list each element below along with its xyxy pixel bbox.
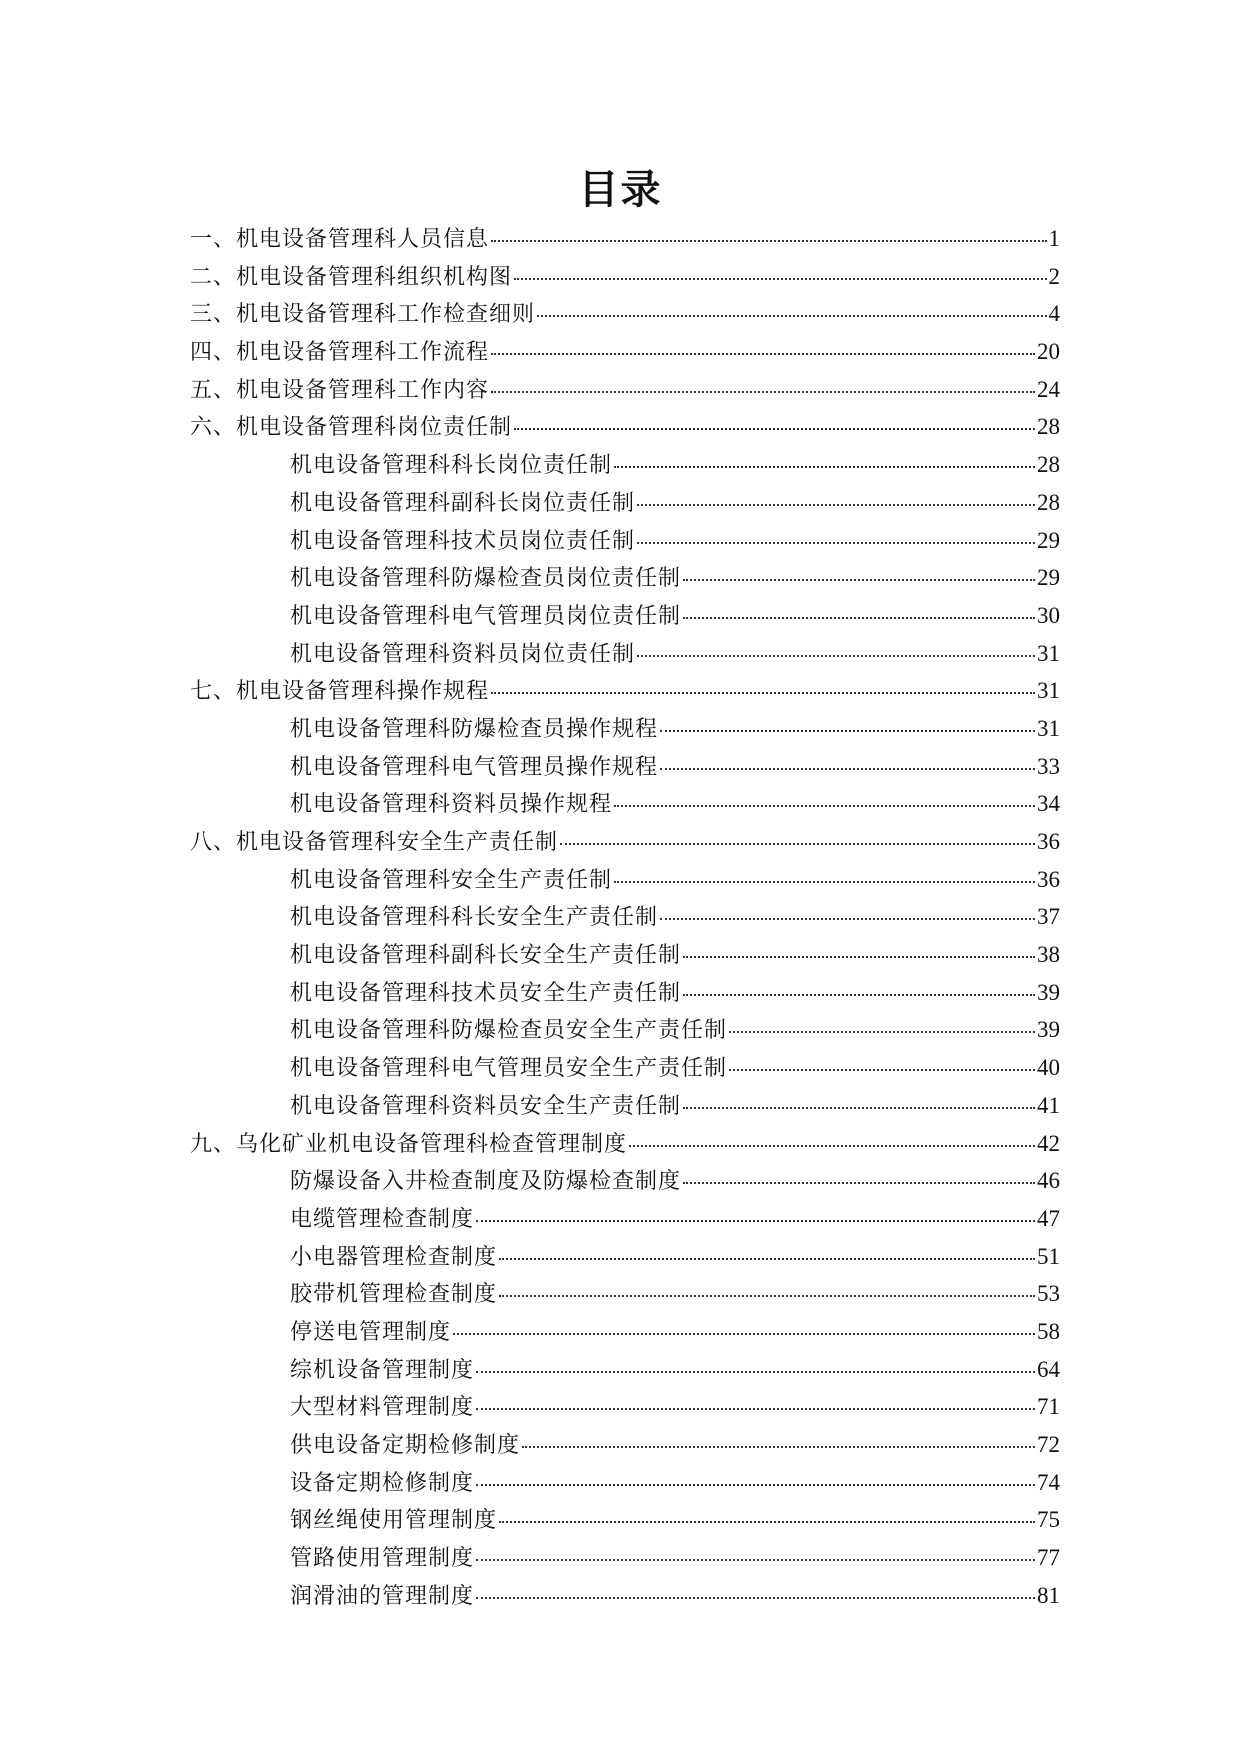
dot-leader — [514, 278, 1046, 280]
dot-leader — [491, 391, 1035, 393]
toc-entry-label: 一、机电设备管理科人员信息 — [190, 227, 490, 252]
toc-entry[interactable] — [190, 1353, 1060, 1391]
toc-entry[interactable] — [190, 448, 1060, 486]
toc-entry[interactable] — [190, 1089, 1060, 1127]
toc-entry[interactable] — [190, 712, 1060, 750]
toc-page-number: 28 — [1037, 489, 1060, 515]
table-of-contents — [190, 222, 1060, 1616]
dot-leader — [537, 315, 1046, 317]
toc-entry[interactable] — [190, 260, 1060, 298]
toc-entry[interactable] — [190, 1240, 1060, 1278]
toc-entry[interactable] — [190, 335, 1060, 373]
dot-leader — [476, 1559, 1035, 1561]
toc-entry[interactable] — [190, 222, 1060, 260]
toc-page-number: 31 — [1037, 640, 1060, 666]
toc-page-number: 39 — [1037, 1017, 1060, 1043]
dot-leader — [476, 1597, 1035, 1599]
toc-page-number: 31 — [1037, 715, 1060, 741]
toc-page-number: 46 — [1037, 1168, 1060, 1194]
dot-leader — [729, 1069, 1035, 1071]
toc-entry-label: 五、机电设备管理科工作内容 — [190, 377, 490, 403]
toc-entry-label: 机电设备管理科资料员安全生产责任制 — [290, 1093, 682, 1119]
dot-leader — [614, 805, 1035, 807]
toc-entry-label: 钢丝绳使用管理制度 — [290, 1508, 498, 1534]
toc-entry[interactable] — [190, 524, 1060, 562]
toc-entry-label: 管路使用管理制度 — [290, 1546, 475, 1572]
toc-page-number: 28 — [1037, 452, 1060, 478]
dot-leader — [476, 1371, 1035, 1373]
dot-leader — [514, 428, 1035, 430]
toc-entry-label: 小电器管理检查制度 — [290, 1244, 498, 1270]
toc-entry[interactable] — [190, 373, 1060, 411]
dot-leader — [637, 504, 1035, 506]
toc-entry-label: 设备定期检修制度 — [290, 1470, 475, 1496]
dot-leader — [614, 881, 1035, 883]
dot-leader — [637, 655, 1035, 657]
toc-page-number: 29 — [1037, 527, 1060, 553]
dot-leader — [683, 617, 1035, 619]
dot-leader — [499, 1258, 1035, 1260]
dot-leader — [660, 918, 1035, 920]
toc-page-number: 24 — [1037, 376, 1060, 402]
toc-entry-label: 机电设备管理科防爆检查员操作规程 — [290, 716, 659, 742]
toc-entry-label: 机电设备管理科副科长安全生产责任制 — [290, 943, 682, 969]
dot-leader — [660, 768, 1035, 770]
toc-entry-label: 综机设备管理制度 — [290, 1357, 475, 1383]
toc-entry-label: 机电设备管理科科长岗位责任制 — [290, 453, 613, 479]
dot-leader — [476, 1408, 1035, 1410]
toc-page-number: 41 — [1037, 1092, 1060, 1118]
toc-page-number: 77 — [1037, 1545, 1060, 1571]
toc-page-number: 29 — [1037, 565, 1060, 591]
dot-leader — [683, 1182, 1035, 1184]
toc-page-number: 33 — [1037, 753, 1060, 779]
dot-leader — [683, 994, 1035, 996]
toc-page-number: 4 — [1048, 301, 1060, 327]
toc-entry-label: 机电设备管理科安全生产责任制 — [290, 867, 613, 893]
toc-page-number: 64 — [1037, 1356, 1060, 1382]
toc-entry[interactable] — [190, 1315, 1060, 1353]
toc-page-number: 42 — [1037, 1130, 1060, 1156]
toc-page-number: 31 — [1037, 678, 1060, 704]
toc-page-number: 37 — [1037, 904, 1060, 930]
toc-page-number: 38 — [1037, 942, 1060, 968]
toc-entry[interactable] — [190, 1164, 1060, 1202]
toc-entry-label: 八、机电设备管理科安全生产责任制 — [190, 830, 559, 855]
toc-entry-label: 防爆设备入井检查制度及防爆检查制度 — [290, 1169, 682, 1195]
dot-leader — [560, 843, 1035, 845]
toc-entry[interactable] — [190, 297, 1060, 335]
dot-leader — [683, 579, 1035, 581]
toc-entry-label: 机电设备管理科技术员安全生产责任制 — [290, 980, 682, 1006]
toc-entry-label: 三、机电设备管理科工作检查细则 — [190, 302, 536, 328]
toc-entry[interactable] — [190, 976, 1060, 1014]
toc-entry[interactable] — [190, 1390, 1060, 1428]
toc-entry-label: 机电设备管理科防爆检查员岗位责任制 — [290, 566, 682, 592]
toc-page-number: 36 — [1037, 829, 1060, 854]
dot-leader — [660, 730, 1035, 732]
toc-page-number: 47 — [1037, 1205, 1060, 1231]
toc-page-number: 40 — [1037, 1055, 1060, 1081]
toc-entry-label: 机电设备管理科资料员操作规程 — [290, 792, 613, 818]
toc-entry[interactable] — [190, 750, 1060, 788]
dot-leader — [637, 542, 1035, 544]
dot-leader — [499, 1521, 1035, 1523]
toc-entry-label: 停送电管理制度 — [290, 1319, 452, 1345]
toc-entry-label: 电缆管理检查制度 — [290, 1206, 475, 1232]
dot-leader — [522, 1446, 1035, 1448]
toc-entry[interactable] — [190, 1013, 1060, 1051]
toc-entry[interactable] — [190, 787, 1060, 825]
dot-leader — [476, 1220, 1035, 1222]
toc-entry[interactable] — [190, 1127, 1060, 1165]
toc-entry-label: 胶带机管理检查制度 — [290, 1282, 498, 1308]
toc-entry-label: 四、机电设备管理科工作流程 — [190, 340, 490, 366]
toc-page-number: 30 — [1037, 602, 1060, 628]
dot-leader — [614, 466, 1035, 468]
toc-entry-label: 润滑油的管理制度 — [290, 1583, 475, 1609]
toc-entry[interactable] — [190, 599, 1060, 637]
toc-entry-label: 机电设备管理科电气管理员安全生产责任制 — [290, 1056, 728, 1082]
toc-entry-label: 机电设备管理科技术员岗位责任制 — [290, 528, 636, 554]
toc-entry-label: 机电设备管理科电气管理员操作规程 — [290, 754, 659, 780]
dot-leader — [729, 1031, 1035, 1033]
toc-entry-label: 机电设备管理科科长安全生产责任制 — [290, 905, 659, 931]
toc-entry-label: 机电设备管理科防爆检查员安全生产责任制 — [290, 1018, 728, 1044]
toc-entry-label: 七、机电设备管理科操作规程 — [190, 679, 490, 705]
toc-page-number: 58 — [1037, 1318, 1060, 1344]
toc-entry[interactable] — [190, 825, 1060, 863]
toc-page-number: 51 — [1037, 1243, 1060, 1269]
toc-entry[interactable] — [190, 410, 1060, 448]
toc-entry[interactable] — [190, 1277, 1060, 1315]
dot-leader — [453, 1333, 1035, 1335]
toc-entry-label: 机电设备管理科副科长岗位责任制 — [290, 490, 636, 516]
toc-page-number: 81 — [1037, 1582, 1060, 1608]
dot-leader — [499, 1295, 1035, 1297]
toc-page-number: 74 — [1037, 1469, 1060, 1495]
toc-entry[interactable] — [190, 1466, 1060, 1504]
toc-entry-label: 六、机电设备管理科岗位责任制 — [190, 415, 513, 441]
dot-leader — [491, 353, 1035, 355]
toc-page-number: 34 — [1037, 791, 1060, 817]
toc-entry[interactable] — [190, 1579, 1060, 1617]
toc-entry-label: 机电设备管理科电气管理员岗位责任制 — [290, 603, 682, 629]
toc-page-number: 72 — [1037, 1432, 1060, 1457]
toc-page-number: 28 — [1037, 414, 1060, 440]
toc-page-number: 53 — [1037, 1281, 1060, 1307]
dot-leader — [491, 692, 1035, 694]
dot-leader — [491, 240, 1046, 242]
toc-entry[interactable] — [190, 674, 1060, 712]
toc-entry[interactable] — [190, 486, 1060, 524]
toc-page-number: 1 — [1048, 226, 1060, 251]
toc-page-number: 75 — [1037, 1507, 1060, 1533]
toc-entry[interactable] — [190, 1202, 1060, 1240]
toc-entry[interactable] — [190, 1541, 1060, 1579]
toc-entry-label: 二、机电设备管理科组织机构图 — [190, 264, 513, 290]
toc-entry[interactable] — [190, 863, 1060, 901]
toc-page-number: 20 — [1037, 339, 1060, 365]
toc-entry[interactable] — [190, 938, 1060, 976]
toc-page-number: 2 — [1048, 263, 1060, 289]
toc-title: 目录 — [578, 167, 663, 213]
toc-page-number: 36 — [1037, 866, 1060, 892]
toc-entry[interactable] — [190, 900, 1060, 938]
toc-entry[interactable] — [190, 561, 1060, 599]
toc-entry-label: 机电设备管理科资料员岗位责任制 — [290, 641, 636, 667]
toc-page-number: 39 — [1037, 979, 1060, 1005]
toc-entry-label: 供电设备定期检修制度 — [290, 1433, 521, 1458]
toc-entry[interactable] — [190, 1051, 1060, 1089]
dot-leader — [629, 1145, 1035, 1147]
toc-entry[interactable] — [190, 637, 1060, 675]
toc-page-number: 71 — [1037, 1394, 1060, 1420]
toc-entry-label: 大型材料管理制度 — [290, 1395, 475, 1421]
dot-leader — [683, 1107, 1035, 1109]
toc-entry-label: 九、乌化矿业机电设备管理科检查管理制度 — [190, 1131, 628, 1157]
toc-entry[interactable] — [190, 1503, 1060, 1541]
toc-entry[interactable] — [190, 1428, 1060, 1466]
dot-leader — [476, 1484, 1035, 1486]
dot-leader — [683, 956, 1035, 958]
